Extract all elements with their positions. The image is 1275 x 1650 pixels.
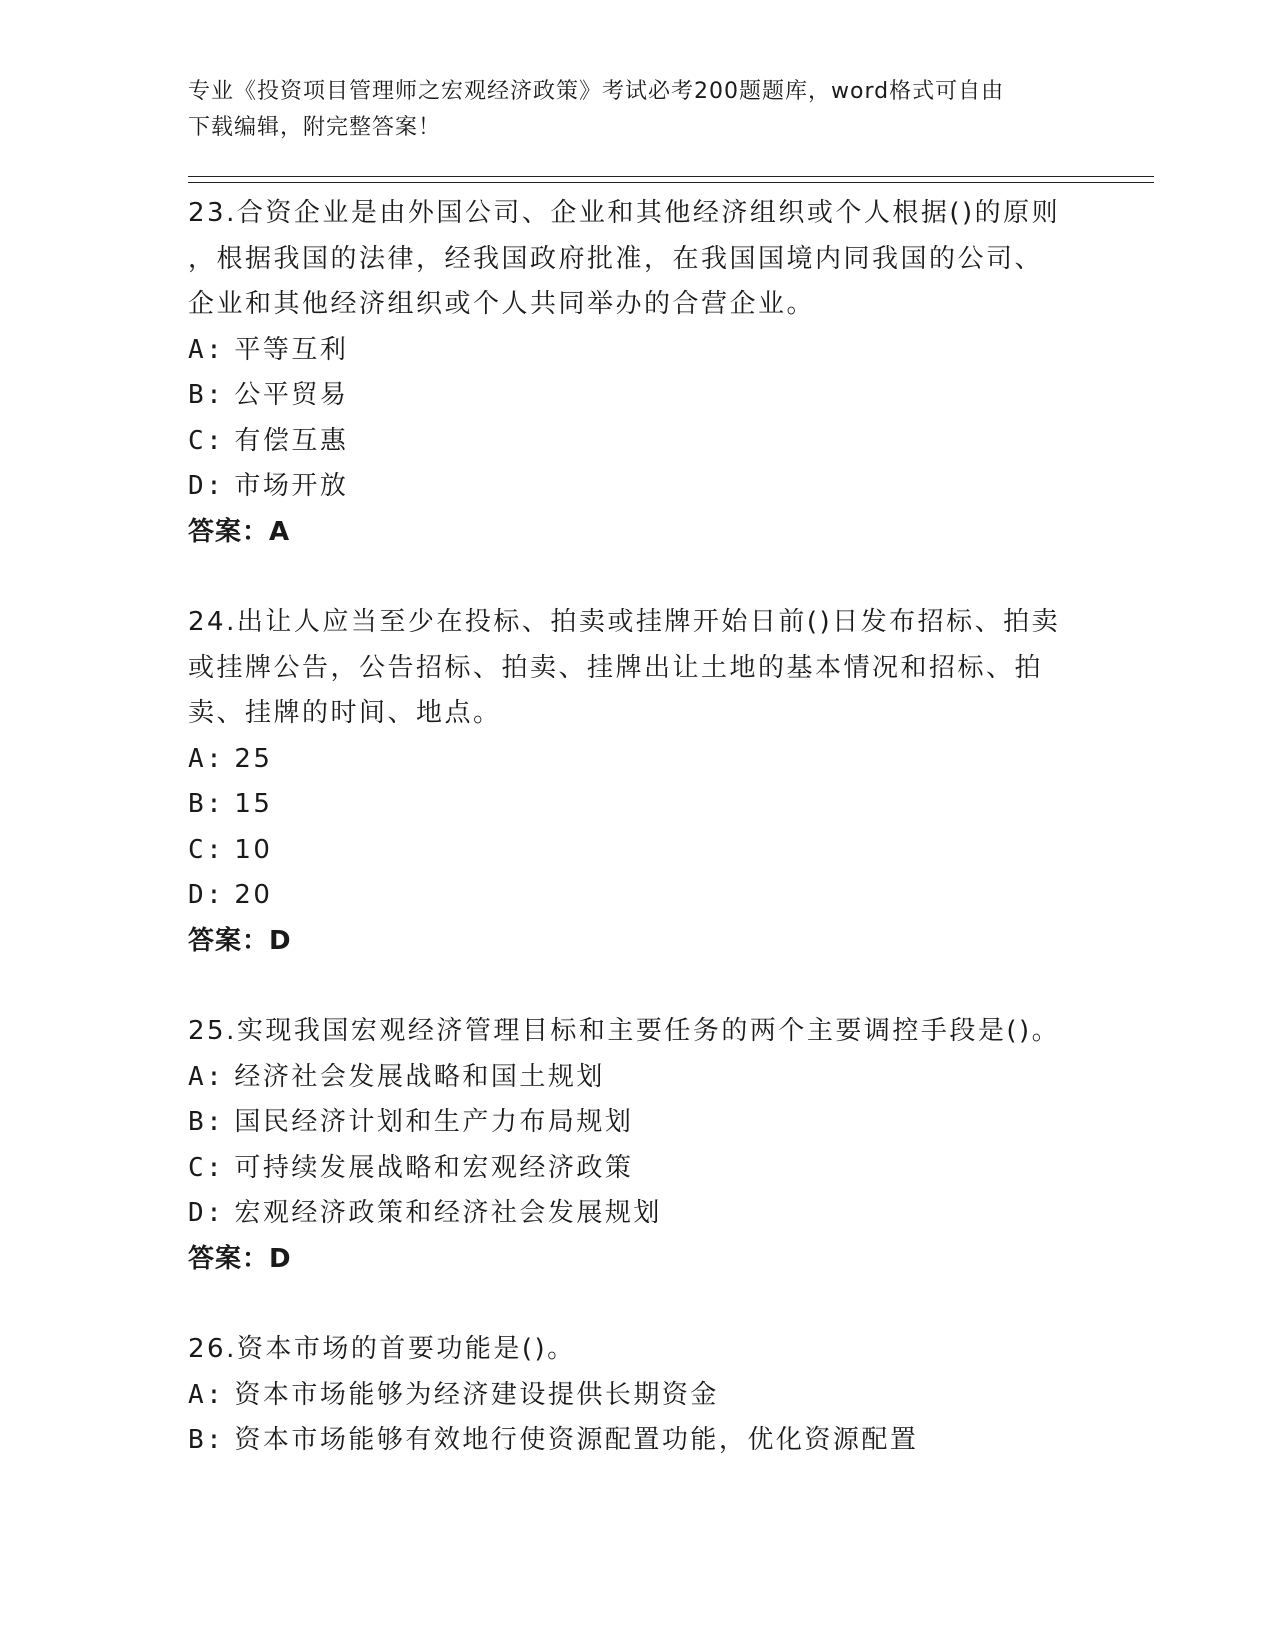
option-a — [188, 1055, 1068, 1101]
option-text: 25 — [234, 743, 273, 774]
option-text: 公平贸易 — [234, 380, 349, 410]
question-stem-line: 25.实现我国宏观经济管理目标和主要任务的两个主要调控手段是()。 — [188, 1016, 1061, 1046]
option-letter: A: — [188, 1379, 225, 1410]
document-header — [188, 74, 1068, 146]
option-c — [188, 419, 1068, 465]
option-letter: A: — [188, 334, 225, 365]
question-stem-line: 企业和其他经济组织或个人共同举办的合营企业。 — [188, 289, 816, 319]
option-text: 10 — [234, 834, 273, 865]
header-divider-top — [188, 176, 1154, 177]
option-a — [188, 328, 1068, 374]
option-text: 平等互利 — [234, 334, 349, 365]
option-letter: D: — [188, 471, 225, 501]
question-stem-line: 卖、挂牌的时间、地点。 — [188, 698, 502, 728]
option-text: 国民经济计划和生产力布局规划 — [234, 1107, 634, 1137]
question-23 — [188, 191, 1068, 555]
question-24 — [188, 600, 1068, 964]
option-text: 20 — [234, 880, 273, 910]
answer-line: 答案：D — [188, 925, 292, 956]
question-stem-line: 26.资本市场的首要功能是()。 — [188, 1334, 576, 1364]
option-letter: B: — [188, 789, 225, 819]
option-letter: A: — [188, 1061, 225, 1092]
option-letter: A: — [188, 743, 225, 774]
option-b — [188, 782, 1068, 828]
option-text: 15 — [234, 789, 273, 819]
question-stem-line: ，根据我国的法律，经我国政府批准，在我国国境内同我国的公司、 — [188, 243, 1044, 274]
option-text: 有偿互惠 — [234, 425, 349, 456]
answer-line: 答案：A — [188, 516, 291, 547]
option-letter: D: — [188, 1198, 225, 1228]
option-d — [188, 873, 1068, 919]
option-b — [188, 1418, 1068, 1464]
option-letter: B: — [188, 1425, 225, 1455]
header-line-2: 下载编辑，附完整答案！ — [188, 115, 442, 140]
question-26 — [188, 1327, 1068, 1464]
option-text: 宏观经济政策和经济社会发展规划 — [234, 1198, 662, 1228]
option-letter: B: — [188, 1107, 225, 1137]
option-letter: B: — [188, 380, 225, 410]
option-text: 经济社会发展战略和国土规划 — [234, 1061, 605, 1092]
option-letter: C: — [188, 425, 225, 456]
option-c — [188, 828, 1068, 874]
option-letter: C: — [188, 1152, 225, 1183]
option-d — [188, 1191, 1068, 1237]
option-text: 资本市场能够为经济建设提供长期资金 — [234, 1379, 719, 1410]
option-text: 市场开放 — [234, 471, 349, 501]
question-25 — [188, 1009, 1068, 1282]
option-d — [188, 464, 1068, 510]
option-text: 资本市场能够有效地行使资源配置功能，优化资源配置 — [234, 1425, 919, 1455]
option-letter: C: — [188, 834, 225, 865]
option-b — [188, 373, 1068, 419]
question-stem-line: 或挂牌公告，公告招标、拍卖、挂牌出让土地的基本情况和招标、拍 — [188, 652, 1044, 683]
question-list — [188, 191, 1068, 1464]
question-stem-line: 23.合资企业是由外国公司、企业和其他经济组织或个人根据()的原则 — [188, 198, 1061, 228]
answer-line: 答案：D — [188, 1243, 292, 1274]
option-text: 可持续发展战略和宏观经济政策 — [234, 1152, 634, 1183]
option-letter: D: — [188, 880, 225, 910]
question-stem-line: 24.出让人应当至少在投标、拍卖或挂牌开始日前()日发布招标、拍卖 — [188, 607, 1061, 637]
header-line-1: 专业《投资项目管理师之宏观经济政策》考试必考200题题库，word格式可自由 — [188, 79, 1005, 104]
option-b — [188, 1100, 1068, 1146]
option-a — [188, 1373, 1068, 1419]
option-c — [188, 1146, 1068, 1192]
header-divider-bottom — [188, 182, 1154, 183]
option-a — [188, 737, 1068, 783]
